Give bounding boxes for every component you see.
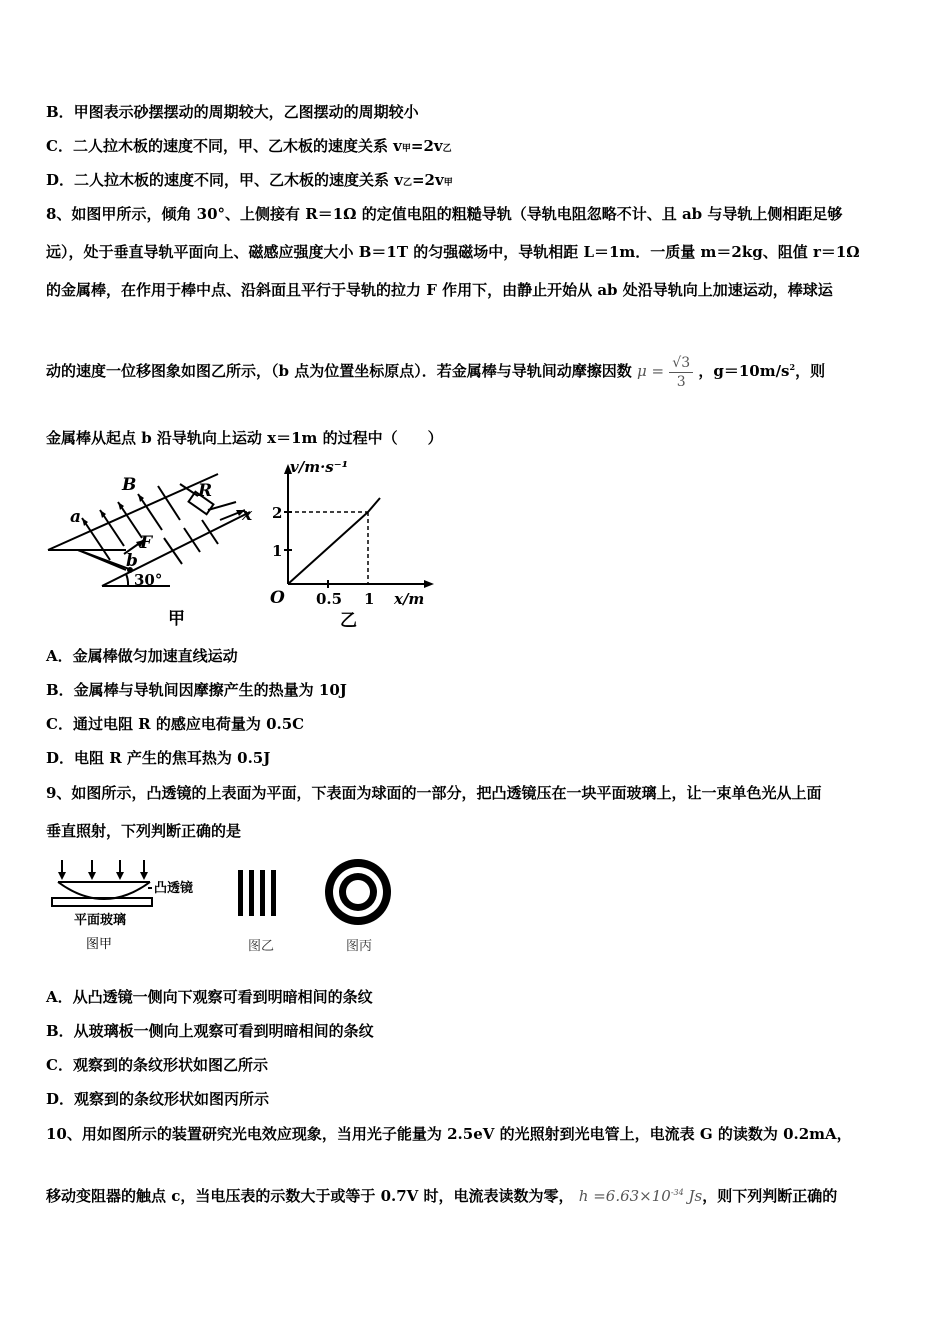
q8-option-d: D．电阻 R 产生的焦耳热为 0.5J bbox=[46, 749, 271, 767]
q9-option-c: C．观察到的条纹形状如图乙所示 bbox=[46, 1056, 268, 1074]
label-x: x bbox=[242, 505, 253, 525]
q8-option-a: A．金属棒做匀加速直线运动 bbox=[46, 647, 238, 665]
q10-text-line1: 10、用如图所示的装置研究光电效应现象，当用光子能量为 2.5eV 的光照射到光电管上，电流表 G 的读数为 0.2mA， bbox=[46, 1125, 852, 1143]
stripes-pattern bbox=[238, 870, 276, 916]
q8-text-line1: 8、如图甲所示，倾角 30°、上侧接有 R＝1Ω 的定值电阻的粗糙导轨（导轨电阻忽略不计、且 ab 与导轨上侧相距足够 bbox=[46, 205, 843, 223]
x-label: x/m bbox=[394, 590, 425, 608]
caption-fig-yi: 图乙 bbox=[248, 939, 275, 954]
label-angle: 30° bbox=[134, 571, 163, 589]
label-B: B bbox=[122, 475, 137, 495]
ytick-label-1: 1 bbox=[272, 542, 283, 560]
q8-text-line4: 动的速度一位移图象如图乙所示，（b 点为位置坐标原点）．若金属棒与导轨间动摩擦因数 μ = $\frac{√3}{3}$ ，$g=10m/s^2$，则 bbox=[46, 354, 826, 390]
label-b: b bbox=[126, 551, 138, 571]
mu-fraction: $\frac{√3}{3}$ bbox=[669, 354, 693, 391]
q8-text-line5: 金属棒从起点 b 沿导轨向上运动 x＝1m 的过程中（ ） bbox=[46, 429, 443, 447]
planck-formula: $h =6.63\times 10^{-34}$ Js bbox=[578, 1187, 703, 1205]
q9-option-d: D．观察到的条纹形状如图丙所示 bbox=[46, 1090, 270, 1108]
origin-label: O bbox=[270, 588, 285, 608]
caption-fig-bing: 图丙 bbox=[346, 939, 373, 954]
q8-figure-jia bbox=[40, 462, 265, 632]
label-a: a bbox=[70, 507, 82, 527]
xtick-label-05: 0.5 bbox=[316, 590, 343, 608]
q8-option-c: C．通过电阻 R 的感应电荷量为 0.5C bbox=[46, 715, 305, 733]
label-lens: 凸透镜 bbox=[154, 881, 194, 896]
y-label: v/m·s⁻¹ bbox=[290, 458, 349, 476]
q8-text-line2: 远），处于垂直导轨平面向上、磁感应强度大小 B＝1T 的匀强磁场中，导轨相距 L＝1m．一质量 m＝2kg、阻值 r＝1Ω bbox=[46, 243, 860, 261]
q7-option-b: B．甲图表示砂摆摆动的周期较大，乙图摆动的周期较小 bbox=[46, 103, 419, 121]
caption-yi: 乙 bbox=[340, 611, 357, 631]
q8-option-b: B．金属棒与导轨间因摩擦产生的热量为 10J bbox=[46, 681, 347, 699]
q8-figure-yi bbox=[264, 456, 444, 632]
q9-option-a: A．从凸透镜一侧向下观察可看到明暗相间的条纹 bbox=[46, 988, 373, 1006]
q8-text-line3: 的金属棒，在作用于棒中点、沿斜面且平行于导轨的拉力 F 作用下，由静止开始从 ab 处沿导轨向上加速运动，棒球运 bbox=[46, 281, 833, 299]
xtick-label-1: 1 bbox=[364, 590, 375, 608]
label-R: R bbox=[198, 481, 213, 501]
q10-text-line2: 移动变阻器的触点 c，当电压表的示数大于或等于 0.7V 时，电流表读数为零， $h =6.63\times 10^{-34}$ Js，则下列判断正确的 bbox=[46, 1187, 838, 1205]
q9-text-line2: 垂直照射，下列判断正确的是 bbox=[46, 822, 242, 840]
caption-jia: 甲 bbox=[168, 609, 185, 629]
q9-option-b: B．从玻璃板一侧向上观察可看到明暗相间的条纹 bbox=[46, 1022, 374, 1040]
mu-symbol: μ = bbox=[636, 362, 665, 380]
caption-fig-jia: 图甲 bbox=[86, 937, 113, 952]
label-glass: 平面玻璃 bbox=[74, 913, 127, 928]
rings-pattern bbox=[325, 859, 391, 925]
q9-text-line1: 9、如图所示，凸透镜的上表面为平面，下表面为球面的一部分，把凸透镜压在一块平面玻璃上，让一束单色光从上面 bbox=[46, 784, 822, 802]
ytick-label-2: 2 bbox=[272, 504, 283, 522]
label-F: F bbox=[140, 533, 153, 553]
q9-figures bbox=[40, 852, 410, 962]
q7-option-d: D．二人拉木板的速度不同，甲、乙木板的速度关系 v乙=2v甲 bbox=[46, 171, 453, 189]
series-line bbox=[288, 512, 368, 584]
q7-option-c: C．二人拉木板的速度不同，甲、乙木板的速度关系 v甲=2v乙 bbox=[46, 137, 452, 155]
